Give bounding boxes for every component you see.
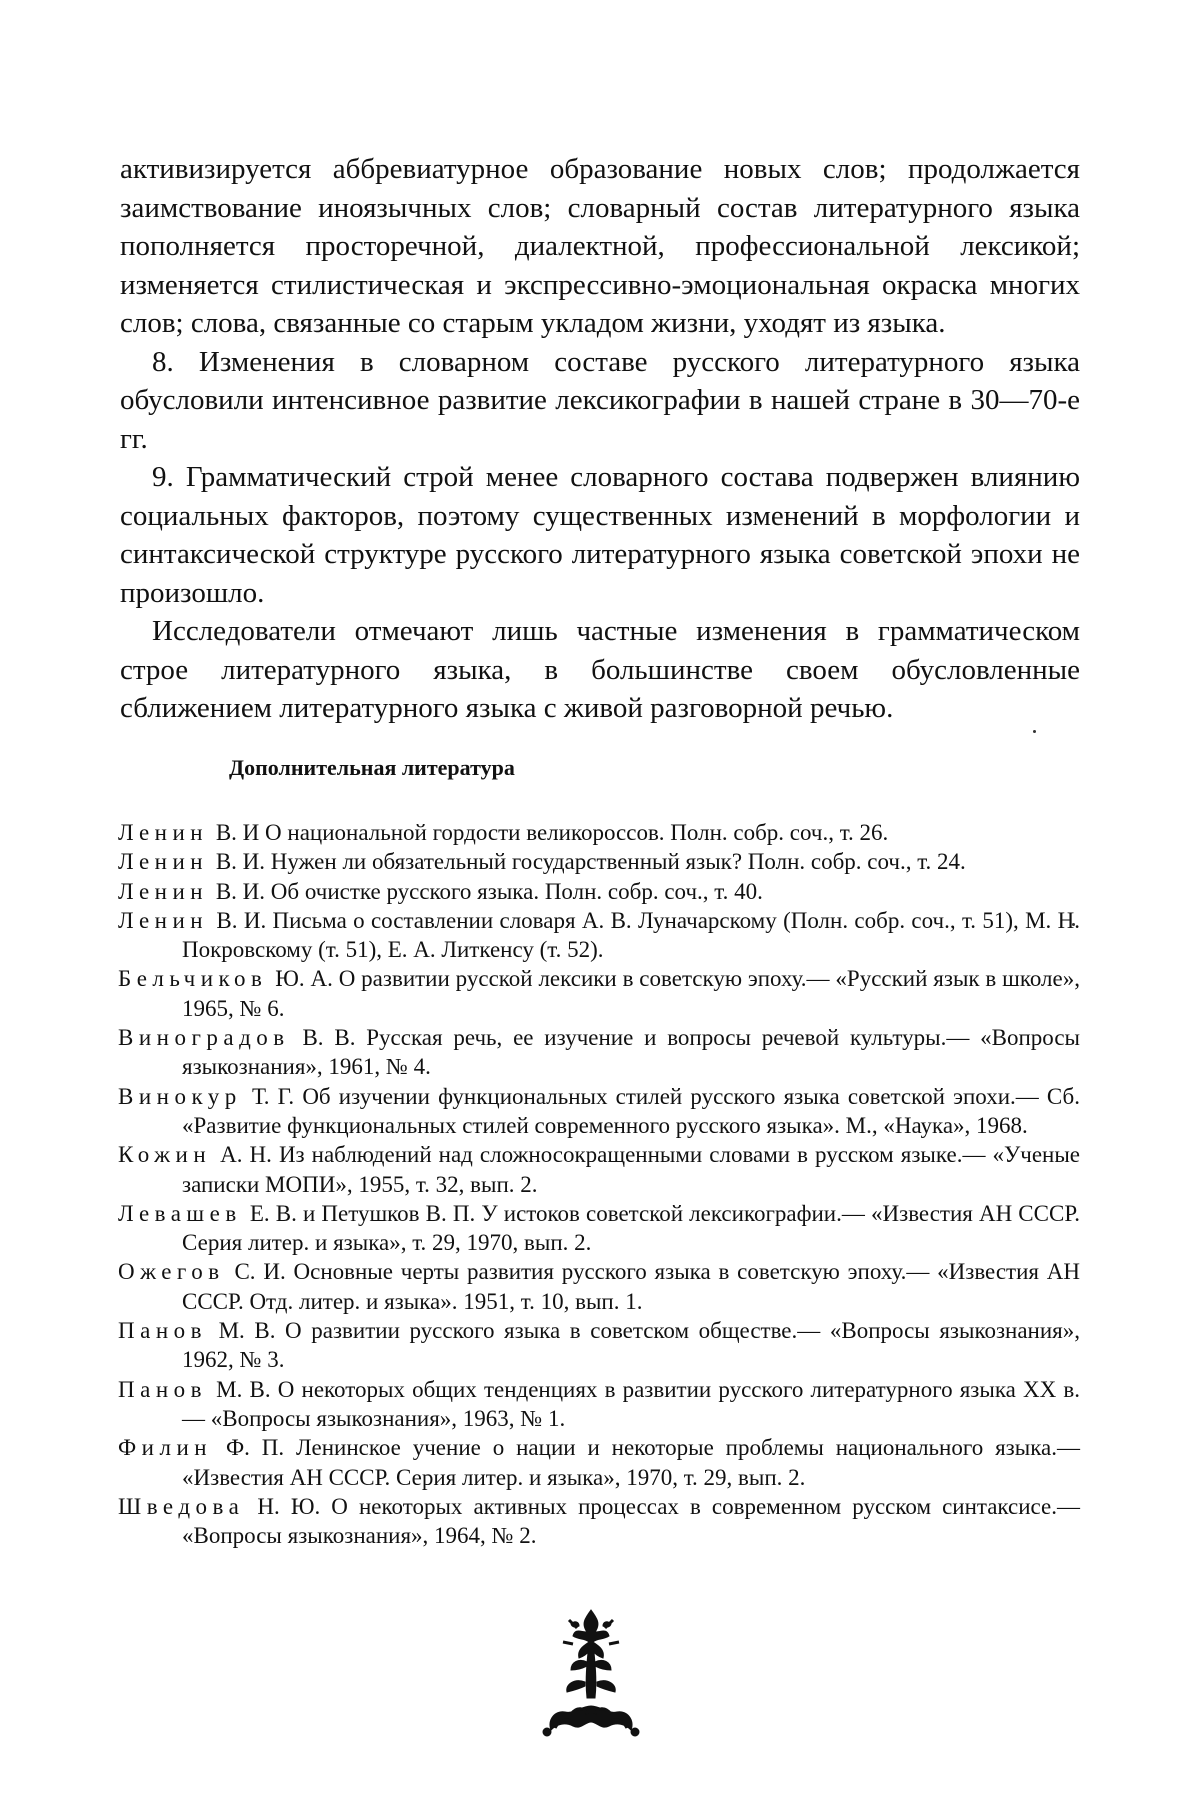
entry-author: Винокур	[118, 1084, 242, 1109]
entry-text: В. И. Письма о составлении словаря А. В. Луначарскому (Полн. собр. соч., т. 51), М. Н. Покровскому (т. 51), Е. А. Литкенсу (т. 52).	[182, 908, 1080, 962]
entry-text: Н. Ю. О некоторых активных процессах в современном русском синтаксисе.— «Вопросы языкознания», 1964, № 2.	[182, 1494, 1080, 1548]
main-text	[120, 150, 1080, 728]
entry-text: В. И О национальной гордости великороссов. Полн. собр. соч., т. 26.	[216, 820, 888, 845]
bibliography-heading: Дополнительная литература	[229, 755, 515, 781]
paragraph-continuation: активизируется аббревиатурное образование новых слов; продолжается заимствование иноязычных слов; словарный состав литературного языка пополняется просторечной, диалектной, профессиональной лексикой; изменяется стилистическая и экспрессивно-эмоциональная окраска многих слов; слова, связанные со старым укладом жизни, уходят из языка.	[120, 150, 1080, 343]
entry-author: Кожин	[118, 1142, 211, 1167]
entry-author: Виноградов	[118, 1025, 290, 1050]
entry-author: Ленин	[118, 820, 208, 845]
bibliography-entry	[118, 1199, 1080, 1258]
bibliography-entry	[118, 877, 1080, 906]
bibliography-entry	[118, 1257, 1080, 1316]
entry-author: Левашев	[118, 1201, 242, 1226]
entry-text: М. В. О развитии русского языка в советском обществе.— «Вопросы языкознания», 1962, № 3.	[182, 1318, 1080, 1372]
floral-vignette-icon	[541, 1602, 641, 1742]
bibliography-entry	[118, 1316, 1080, 1375]
entry-author: Панов	[118, 1318, 207, 1343]
entry-text: Т. Г. Об изучении функциональных стилей русского языка советской эпохи.— Сб. «Развитие функциональных стилей современного русского языка». М., «Наука», 1968.	[182, 1084, 1080, 1138]
entry-text: С. И. Основные черты развития русского языка в советскую эпоху.— «Известия АН СССР. Отд. литер. и языка». 1951, т. 10, вып. 1.	[182, 1259, 1080, 1313]
entry-text: Ф. П. Ленинское учение о нации и некоторые проблемы национального языка.— «Известия АН СССР. Серия литер. и языка», 1970, т. 29, вып. 2.	[182, 1435, 1080, 1489]
entry-text: В. В. Русская речь, ее изучение и вопросы речевой культуры.— «Вопросы языкознания», 1961, № 4.	[182, 1025, 1080, 1079]
bibliography-entry	[118, 847, 1080, 876]
entry-author: Бельчиков	[118, 966, 267, 991]
print-speck	[1033, 730, 1036, 733]
entry-author: Ленин	[118, 849, 208, 874]
paragraph-researchers: Исследователи отмечают лишь частные изменения в грамматическом строе литературного языка, в большинстве своем обусловленные сближением литературного языка с живой разговорной речью.	[120, 612, 1080, 728]
entry-text: В. И. Нужен ли обязательный государственный язык? Полн. собр. соч., т. 24.	[216, 849, 966, 874]
bibliography-entry	[118, 964, 1080, 1023]
paragraph-item-8: 8. Изменения в словарном составе русского литературного языка обусловили интенсивное развитие лексикографии в нашей стране в 30—70-е гг.	[120, 343, 1080, 459]
entry-author: Ленин	[118, 879, 208, 904]
bibliography-entry	[118, 818, 1080, 847]
paragraph-item-9: 9. Грамматический строй менее словарного состава подвержен влиянию социальных факторов, поэтому существенных изменений в морфологии и синтаксической структуре русского литературного языка советской эпохи не произошло.	[120, 458, 1080, 612]
bibliography-entry	[118, 1433, 1080, 1492]
bibliography-entry	[118, 906, 1080, 965]
bibliography-entry	[118, 1140, 1080, 1199]
entry-text: В. И. Об очистке русского языка. Полн. собр. соч., т. 40.	[216, 879, 763, 904]
entry-author: Ожегов	[118, 1259, 225, 1284]
bibliography-entry	[118, 1023, 1080, 1082]
book-page	[0, 0, 1200, 1803]
bibliography-entry	[118, 1082, 1080, 1141]
bibliography-list	[118, 818, 1080, 1550]
entry-author: Панов	[118, 1377, 207, 1402]
bibliography-entry	[118, 1492, 1080, 1551]
entry-author: Филин	[118, 1435, 212, 1460]
print-speck	[1072, 923, 1075, 926]
entry-text: Ю. А. О развитии русской лексики в советскую эпоху.— «Русский язык в школе», 1965, № 6.	[182, 966, 1080, 1020]
entry-text: А. Н. Из наблюдений над сложносокращенными словами в русском языке.— «Ученые записки МОПИ», 1955, т. 32, вып. 2.	[182, 1142, 1080, 1196]
entry-text: Е. В. и Петушков В. П. У истоков советской лексикографии.— «Известия АН СССР. Серия литер. и языка», т. 29, 1970, вып. 2.	[182, 1201, 1080, 1255]
entry-author: Ленин	[118, 908, 208, 933]
entry-author: Шведова	[118, 1494, 244, 1519]
bibliography-entry	[118, 1375, 1080, 1434]
entry-text: М. В. О некоторых общих тенденциях в развитии русского литературного языка XX в.— «Вопросы языкознания», 1963, № 1.	[182, 1377, 1080, 1431]
